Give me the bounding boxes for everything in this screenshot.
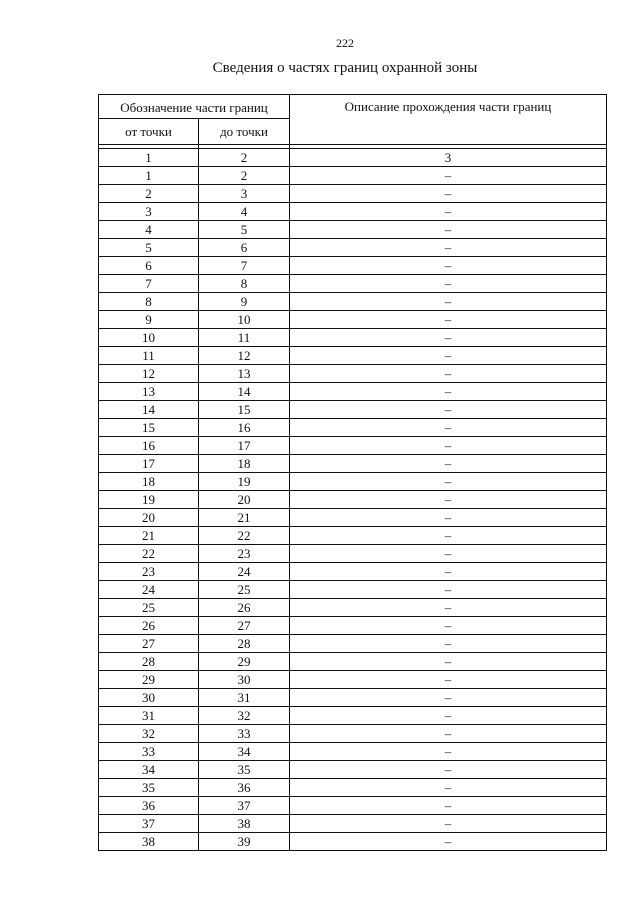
from-point-cell: 20 (99, 509, 199, 527)
table-row (99, 761, 607, 779)
from-point-cell: 5 (99, 239, 199, 257)
table-row (99, 527, 607, 545)
to-point-cell: 33 (199, 725, 290, 743)
to-point-cell: 14 (199, 383, 290, 401)
table-row (99, 311, 607, 329)
to-point-cell: 20 (199, 491, 290, 509)
table-row (99, 221, 607, 239)
header-from-point: от точки (99, 119, 199, 145)
description-cell: – (290, 761, 607, 779)
to-point-cell: 32 (199, 707, 290, 725)
to-point-cell: 16 (199, 419, 290, 437)
from-point-cell: 15 (99, 419, 199, 437)
to-point-cell: 6 (199, 239, 290, 257)
table-row (99, 563, 607, 581)
description-cell: – (290, 383, 607, 401)
from-point-cell: 36 (99, 797, 199, 815)
from-point-cell: 26 (99, 617, 199, 635)
from-point-cell: 21 (99, 527, 199, 545)
table-row (99, 455, 607, 473)
table-row (99, 473, 607, 491)
from-point-cell: 11 (99, 347, 199, 365)
page-number: 222 (336, 36, 354, 50)
description-cell: – (290, 311, 607, 329)
table-header-row (99, 95, 607, 119)
description-cell: – (290, 437, 607, 455)
from-point-cell: 31 (99, 707, 199, 725)
table-row (99, 509, 607, 527)
table-row (99, 347, 607, 365)
description-cell: – (290, 617, 607, 635)
description-cell: – (290, 491, 607, 509)
from-point-cell: 22 (99, 545, 199, 563)
to-point-cell: 13 (199, 365, 290, 383)
to-point-cell: 21 (199, 509, 290, 527)
to-point-cell: 27 (199, 617, 290, 635)
to-point-cell: 8 (199, 275, 290, 293)
to-point-cell: 5 (199, 221, 290, 239)
table-row (99, 365, 607, 383)
description-cell: – (290, 833, 607, 851)
description-cell: – (290, 257, 607, 275)
description-cell: – (290, 671, 607, 689)
description-cell: – (290, 707, 607, 725)
table-row (99, 401, 607, 419)
column-number-row (99, 149, 607, 167)
from-point-cell: 6 (99, 257, 199, 275)
description-cell: – (290, 545, 607, 563)
from-point-cell: 35 (99, 779, 199, 797)
to-point-cell: 22 (199, 527, 290, 545)
to-point-cell: 11 (199, 329, 290, 347)
table-row (99, 257, 607, 275)
from-point-cell: 34 (99, 761, 199, 779)
description-cell: – (290, 419, 607, 437)
to-point-cell: 29 (199, 653, 290, 671)
page-title: Сведения о частях границ охранной зоны (212, 60, 478, 76)
from-point-cell: 29 (99, 671, 199, 689)
to-point-cell: 3 (199, 185, 290, 203)
to-point-cell: 18 (199, 455, 290, 473)
description-cell: – (290, 401, 607, 419)
description-cell: – (290, 743, 607, 761)
from-point-cell: 38 (99, 833, 199, 851)
from-point-cell: 19 (99, 491, 199, 509)
from-point-cell: 30 (99, 689, 199, 707)
to-point-cell: 9 (199, 293, 290, 311)
column-number-2: 2 (199, 149, 290, 167)
description-cell: – (290, 275, 607, 293)
description-cell: – (290, 221, 607, 239)
from-point-cell: 12 (99, 365, 199, 383)
table-row (99, 383, 607, 401)
to-point-cell: 2 (199, 167, 290, 185)
to-point-cell: 39 (199, 833, 290, 851)
description-cell: – (290, 815, 607, 833)
from-point-cell: 10 (99, 329, 199, 347)
description-cell: – (290, 365, 607, 383)
to-point-cell: 35 (199, 761, 290, 779)
from-point-cell: 27 (99, 635, 199, 653)
table-row (99, 779, 607, 797)
table-row (99, 797, 607, 815)
from-point-cell: 25 (99, 599, 199, 617)
table-row (99, 239, 607, 257)
header-boundary-description: Описание прохождения части границ (290, 95, 607, 145)
description-cell: – (290, 653, 607, 671)
from-point-cell: 9 (99, 311, 199, 329)
from-point-cell: 4 (99, 221, 199, 239)
from-point-cell: 28 (99, 653, 199, 671)
description-cell: – (290, 167, 607, 185)
description-cell: – (290, 599, 607, 617)
description-cell: – (290, 239, 607, 257)
column-number-1: 1 (99, 149, 199, 167)
table-row (99, 275, 607, 293)
table-row (99, 743, 607, 761)
table-row (99, 293, 607, 311)
from-point-cell: 37 (99, 815, 199, 833)
from-point-cell: 8 (99, 293, 199, 311)
table-row (99, 707, 607, 725)
to-point-cell: 30 (199, 671, 290, 689)
table-row (99, 329, 607, 347)
header-to-point: до точки (199, 119, 290, 145)
table-row (99, 437, 607, 455)
from-point-cell: 14 (99, 401, 199, 419)
table-row (99, 581, 607, 599)
description-cell: – (290, 473, 607, 491)
from-point-cell: 1 (99, 167, 199, 185)
table-row (99, 725, 607, 743)
description-cell: – (290, 779, 607, 797)
to-point-cell: 17 (199, 437, 290, 455)
to-point-cell: 37 (199, 797, 290, 815)
from-point-cell: 17 (99, 455, 199, 473)
to-point-cell: 12 (199, 347, 290, 365)
table-row (99, 203, 607, 221)
description-cell: – (290, 329, 607, 347)
from-point-cell: 16 (99, 437, 199, 455)
to-point-cell: 34 (199, 743, 290, 761)
table-row (99, 671, 607, 689)
from-point-cell: 7 (99, 275, 199, 293)
from-point-cell: 33 (99, 743, 199, 761)
boundary-parts-table (98, 94, 607, 851)
description-cell: – (290, 581, 607, 599)
to-point-cell: 31 (199, 689, 290, 707)
to-point-cell: 7 (199, 257, 290, 275)
to-point-cell: 23 (199, 545, 290, 563)
description-cell: – (290, 689, 607, 707)
from-point-cell: 24 (99, 581, 199, 599)
table-row (99, 815, 607, 833)
from-point-cell: 3 (99, 203, 199, 221)
to-point-cell: 26 (199, 599, 290, 617)
description-cell: – (290, 725, 607, 743)
table-row (99, 185, 607, 203)
from-point-cell: 32 (99, 725, 199, 743)
to-point-cell: 36 (199, 779, 290, 797)
from-point-cell: 13 (99, 383, 199, 401)
to-point-cell: 19 (199, 473, 290, 491)
description-cell: – (290, 797, 607, 815)
table-row (99, 833, 607, 851)
to-point-cell: 25 (199, 581, 290, 599)
table-row (99, 167, 607, 185)
table-row (99, 419, 607, 437)
table-row (99, 491, 607, 509)
to-point-cell: 24 (199, 563, 290, 581)
from-point-cell: 23 (99, 563, 199, 581)
description-cell: – (290, 527, 607, 545)
from-point-cell: 2 (99, 185, 199, 203)
to-point-cell: 10 (199, 311, 290, 329)
from-point-cell: 18 (99, 473, 199, 491)
table-row (99, 545, 607, 563)
description-cell: – (290, 203, 607, 221)
to-point-cell: 4 (199, 203, 290, 221)
to-point-cell: 38 (199, 815, 290, 833)
table-row (99, 617, 607, 635)
description-cell: – (290, 455, 607, 473)
column-number-3: 3 (290, 149, 607, 167)
table-row (99, 689, 607, 707)
table-row (99, 653, 607, 671)
header-boundary-designation: Обозначение части границ (99, 95, 290, 119)
description-cell: – (290, 185, 607, 203)
description-cell: – (290, 635, 607, 653)
table-row (99, 599, 607, 617)
description-cell: – (290, 509, 607, 527)
to-point-cell: 28 (199, 635, 290, 653)
description-cell: – (290, 563, 607, 581)
description-cell: – (290, 293, 607, 311)
table-row (99, 635, 607, 653)
to-point-cell: 15 (199, 401, 290, 419)
description-cell: – (290, 347, 607, 365)
